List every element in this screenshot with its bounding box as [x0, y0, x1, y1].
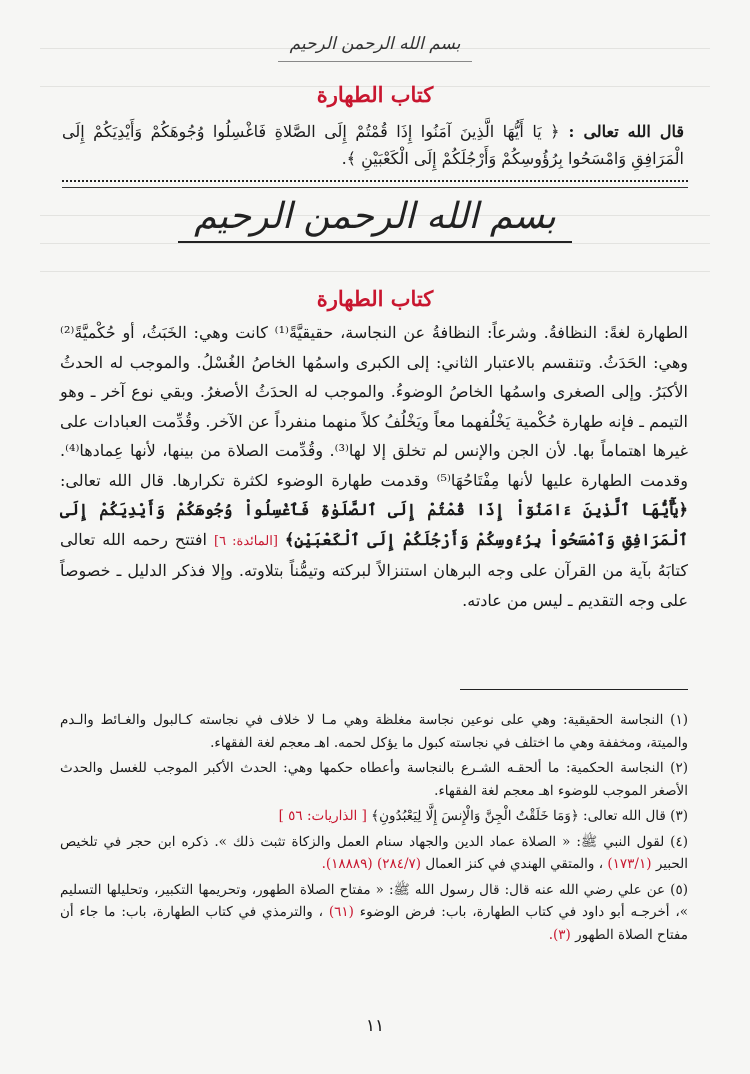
- footnote-number: (٥): [670, 881, 688, 898]
- footnote-text: قال الله تعالى: ﴿وَمَا خَلَقْتُ الْجِنَّ وَالْإِنسَ إِلَّا لِيَعْبُدُونِ﴾: [371, 808, 666, 824]
- footnote-text-continued: ، والمتقي الهندي في كنز العمال: [425, 856, 604, 872]
- matn-verse-intro: قال الله تعالى :: [568, 122, 685, 141]
- footnote-5: [60, 879, 688, 947]
- commentary-text-tail: افتتح رحمه الله تعالى كتابَهُ بآية من القرآن على وجه البرهان استنزالاً لبركته وتيمُّناً بتلاوته. وإلا فذكر الدليل ـ خصوصاً على وجه التقديم ـ ليس من عادته.: [60, 529, 688, 610]
- footnote-reference: (٢٨٤/٧) (١٨٨٨٩).: [321, 856, 422, 872]
- footnote-number: (٣): [670, 808, 688, 824]
- commentary-text: الطهارة لغةً: النظافةُ. وشرعاً: النظافةُ عن النجاسة، حقيقيَّةً⁽¹⁾ كانت وهي: الخَبَثُ، أو حُكْميَّةً⁽²⁾ وهي: الحَدَثُ. وتنقسم بالاعتبار الثاني: إلى الكبرى واسمُها الخاصُ الغُسْلُ. والموجب له الحدثُ الأكبَرُ. وإلى الصغرى واسمُها الخاصُ الوضوءُ. والموجب له الحدَثُ الأصغرُ. وبقي نوع آخر ـ وهو التيمم ـ فإنه طهارة حُكْمية يَخْلُفهما معاً ويَخْلُفُ كلاً منهما منفرداً عن الآخر. وقُدِّمت العبادات على غيرها اهتماماً بها. لأن الجن والإنس لم تخلق إلا لها⁽³⁾. وقُدِّمت الصلاة من بينها، لأنها عِمادها⁽⁴⁾. وقدمت الطهارة عليها لأنها مِفْتَاحُهَا⁽⁵⁾ وقدمت طهارة الوضوء لكثرة تكرارها. قال الله تعالى:: [60, 323, 689, 490]
- header-bismillah-underline: [278, 61, 472, 62]
- bleed-through-line: [40, 243, 710, 244]
- footnote-text: عن علي رضي الله عنه قال: قال رسول الله ﷺ: « مفتاح الصلاة الطهور، وتحريمها التكبير، وتحليلها التسليم »، أخرجـه أبو داود في كتاب الطهارة، باب: فرض الوضوء: [60, 881, 688, 920]
- footnote-number: (٤): [670, 833, 688, 850]
- footnote-reference: (٣).: [548, 926, 571, 943]
- footnote-4: [60, 831, 688, 876]
- footnote-text: النجاسة الحقيقية: وهي على نوعين نجاسة مغلظة وهي مـا لا خلاف في نجاسته كـالبول والغـائط والـدم والميتة، ومخففة وهي ما اختلف في نجاسته كبول ما يؤكل لحمه. اهـ معجم لغة الفقهاء.: [60, 712, 688, 751]
- dotted-separator: [62, 180, 688, 182]
- matn-chapter-title: كتاب الطهارة: [316, 82, 434, 107]
- footnote-text: لقول النبي ﷺ: « الصلاة عماد الدين والجهاد سنام العمل والزكاة تثبت ذلك ». ذكره ابن حجر في تلخيص الحبير: [60, 833, 688, 872]
- footnotes-section: [60, 709, 688, 949]
- footnote-3: [60, 805, 688, 828]
- commentary-chapter-title: كتاب الطهارة: [316, 286, 434, 311]
- footnote-1: [60, 709, 688, 754]
- footnote-text-continued: ، والترمذي في كتاب الطهارة، باب: ما جاء أن مفتاح الصلاة الطهور: [60, 904, 688, 943]
- header-bismillah-calligraphy: بسم الله الرحمن الرحيم: [289, 34, 461, 54]
- footnote-reference: (١٧٣/١): [607, 856, 652, 872]
- footnote-reference: [ الذاريات: ٥٦ ]: [278, 808, 367, 824]
- commentary-body: [60, 318, 688, 615]
- bismillah-calligraphy-text: بسم الله الرحمن الرحيم: [178, 196, 572, 243]
- commentary-paragraph: [60, 318, 688, 615]
- footnote-text: النجاسة الحكمية: ما ألحقـه الشـرع بالنجاسة وأعطاه حكمها وهي: الحدث الأكبر الموجب للغسل والحدث الأصغر الموجب للوضوء اهـ معجم لغة الفقهاء.: [60, 760, 688, 799]
- footnote-number: (١): [670, 712, 688, 728]
- matn-verse-text: ﴿ يَا أَيُّهَا الَّذِينَ آمَنُوا إِذَا قُمْتُمْ إِلَى الصَّلاةِ فَاغْسِلُوا وُجُوهَكُمْ وَأَيْدِيَكُمْ إِلَى الْمَرَافِقِ وَامْسَحُوا بِرُؤُوسِكُمْ وَأَرْجُلَكُمْ إِلَى الْكَعْبَيْنِ ﴾.: [62, 122, 684, 168]
- footnote-2: [60, 757, 688, 802]
- bleed-through-line: [40, 271, 710, 272]
- footnote-separator: [460, 689, 688, 690]
- matn-verse-block: [62, 118, 684, 172]
- page-number: ١١: [365, 1016, 385, 1036]
- surah-reference: [المائدة: ٦]: [214, 533, 278, 549]
- commentary-quran-verse: ﴿يَٰٓأَيُّهَا ٱلَّذِينَ ءَامَنُوٓاْ إِذَا قُمْتُمْ إِلَى ٱلصَّلَوٰةِ فَٱغْسِلُواْ وُجُوهَكُمْ وَأَيْدِيَكُمْ إِلَى ٱلْمَرَافِقِ وَٱمْسَحُواْ بِرُءُوسِكُمْ وَأَرْجُلَكُمْ إِلَى ٱلْكَعْبَيْنِ﴾: [60, 500, 688, 549]
- commentary-bismillah-calligraphy: [0, 196, 750, 243]
- solid-separator: [62, 187, 688, 188]
- footnote-number: (٢): [670, 760, 688, 776]
- footnote-reference: (٦١): [328, 904, 354, 920]
